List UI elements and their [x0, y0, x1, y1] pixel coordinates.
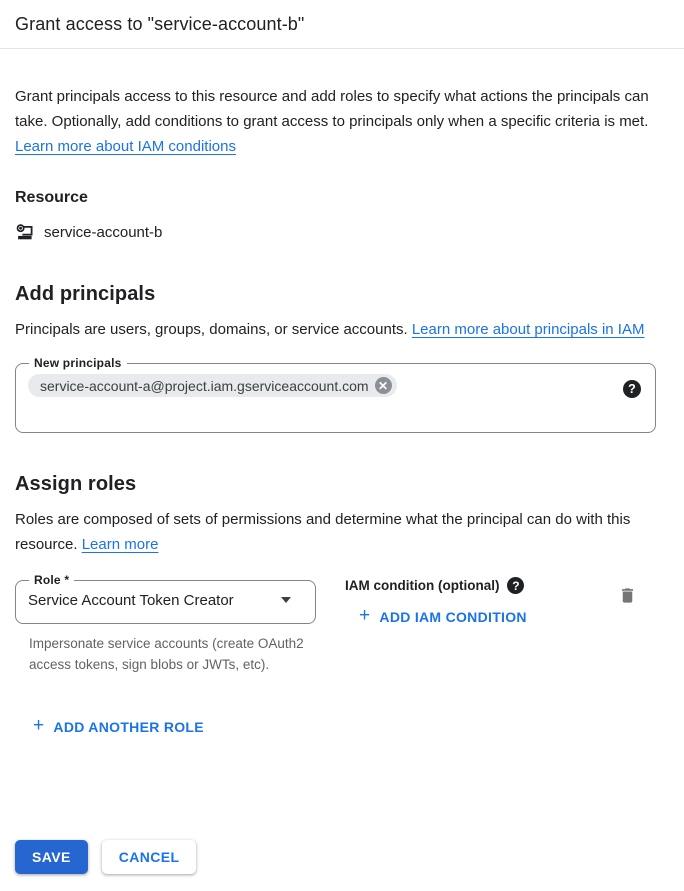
principals-description	[15, 317, 665, 342]
add-iam-condition-button[interactable]	[351, 601, 535, 632]
role-selected-value: Service Account Token Creator	[28, 591, 234, 609]
service-account-icon	[15, 222, 36, 243]
resource-name: service-account-b	[44, 224, 163, 241]
principals-description-text: Principals are users, groups, domains, or service accounts.	[15, 321, 412, 338]
principals-learn-more-link[interactable]: Learn more about principals in IAM	[411, 321, 645, 338]
dialog-content	[0, 84, 684, 742]
new-principals-label: New principals	[34, 356, 122, 370]
plus-icon: +	[359, 605, 371, 626]
role-assignment-row	[15, 573, 669, 675]
trash-column	[616, 573, 639, 611]
dialog-actions	[15, 840, 196, 874]
page-title: Grant access to "service-account-b"	[15, 14, 305, 34]
add-principals-heading: Add principals	[15, 283, 156, 305]
assign-roles-heading: Assign roles	[15, 473, 137, 495]
role-select-field[interactable]	[15, 573, 316, 624]
add-another-role-button[interactable]	[25, 711, 212, 742]
resource-row	[15, 222, 669, 243]
add-iam-condition-label: ADD IAM CONDITION	[379, 608, 527, 625]
dialog-header	[0, 0, 684, 49]
principal-chip-label: service-account-a@project.iam.gserviceaccount.com	[40, 377, 369, 394]
add-another-role-label: ADD ANOTHER ROLE	[53, 718, 204, 735]
condition-column	[345, 573, 616, 632]
role-label: Role *	[34, 573, 70, 587]
add-role-row	[25, 711, 669, 742]
delete-role-button[interactable]	[616, 583, 639, 611]
condition-help-icon[interactable]: ?	[507, 577, 524, 594]
role-help-text: Impersonate service accounts (create OAuth2 access tokens, sign blobs or JWTs, etc).	[29, 636, 304, 672]
roles-description-text: Roles are composed of sets of permissions and determine what the principal can do with this resource.	[15, 511, 631, 553]
cancel-button[interactable]: CANCEL	[102, 840, 197, 874]
roles-learn-more-link[interactable]: Learn more	[81, 536, 159, 553]
condition-label: IAM condition (optional)	[345, 578, 500, 593]
plus-icon: +	[33, 715, 45, 736]
save-button[interactable]: SAVE	[15, 840, 88, 874]
new-principals-field	[15, 356, 656, 433]
dropdown-arrow-icon[interactable]	[281, 597, 291, 603]
chip-remove-icon[interactable]: ✕	[375, 377, 392, 394]
new-principals-input[interactable]	[28, 370, 643, 422]
intro-text: Grant principals access to this resource and add roles to specify what actions the principals can take. Optionally, add conditions to grant access to principals only when a specific criteria is met.	[15, 88, 649, 130]
intro-paragraph	[15, 84, 665, 159]
principal-chip[interactable]	[28, 374, 397, 397]
principals-help-icon[interactable]: ?	[623, 380, 641, 398]
trash-icon	[618, 585, 637, 606]
iam-conditions-link[interactable]: Learn more about IAM conditions	[15, 138, 236, 155]
resource-heading: Resource	[15, 189, 88, 206]
roles-description	[15, 507, 665, 557]
role-column	[15, 573, 316, 675]
